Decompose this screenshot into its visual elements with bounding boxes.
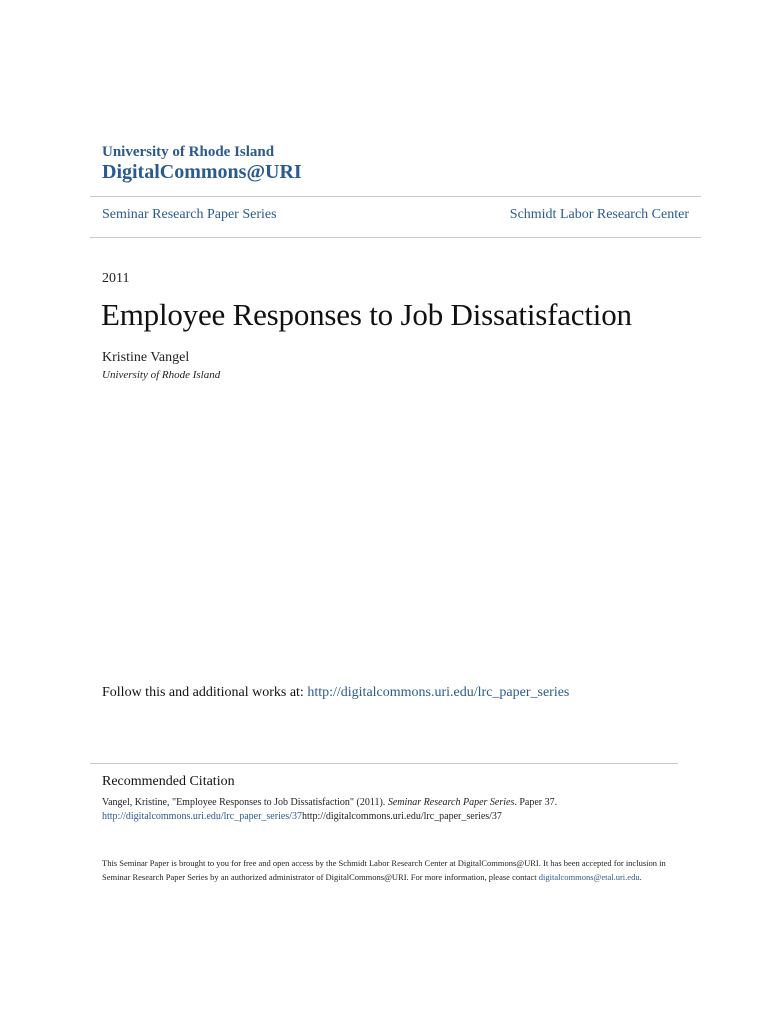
follow-prefix: Follow this and additional works at: [102,685,308,700]
publication-year: 2011 [102,271,130,286]
center-link[interactable]: Schmidt Labor Research Center [509,207,689,222]
notice-end: . [639,872,642,882]
contact-email-link[interactable]: digitalcommons@etal.uri.edu [538,872,640,882]
citation-block [102,796,557,824]
citation-url-link[interactable]: http://digitalcommons.uri.edu/lrc_paper_series/37 [102,811,302,822]
divider-top [90,196,701,197]
access-notice [102,856,692,884]
divider-citation [90,763,678,764]
citation-url-plain: http://digitalcommons.uri.edu/lrc_paper_series/37 [301,811,502,822]
divider-nav [90,237,701,238]
follow-url-link[interactable]: http://digitalcommons.uri.edu/lrc_paper_series [307,685,570,700]
follow-line [102,685,569,701]
repository-name[interactable]: DigitalCommons@URI [102,161,302,183]
citation-text: Vangel, Kristine, "Employee Responses to Job Dissatisfaction" (2011). [102,797,388,808]
series-link[interactable]: Seminar Research Paper Series [102,207,277,222]
author-affiliation: University of Rhode Island [102,369,221,381]
citation-series: Seminar Research Paper Series [387,797,515,808]
notice-text: This Seminar Paper is brought to you for free and open access by the Schmidt Labor Research Center at DigitalCommons@URI. It has been accepted for inclusion in Seminar Research Paper Series by an authorized administrator of DigitalCommons@URI. For more information, please contact [102,858,666,882]
citation-paper-number: . Paper 37. [514,797,558,808]
citation-line-1 [102,796,557,810]
citation-heading: Recommended Citation [102,774,235,789]
university-name: University of Rhode Island [102,144,275,160]
author-name: Kristine Vangel [102,350,190,365]
citation-line-2 [102,810,557,824]
paper-title: Employee Responses to Job Dissatisfaction [101,297,632,332]
